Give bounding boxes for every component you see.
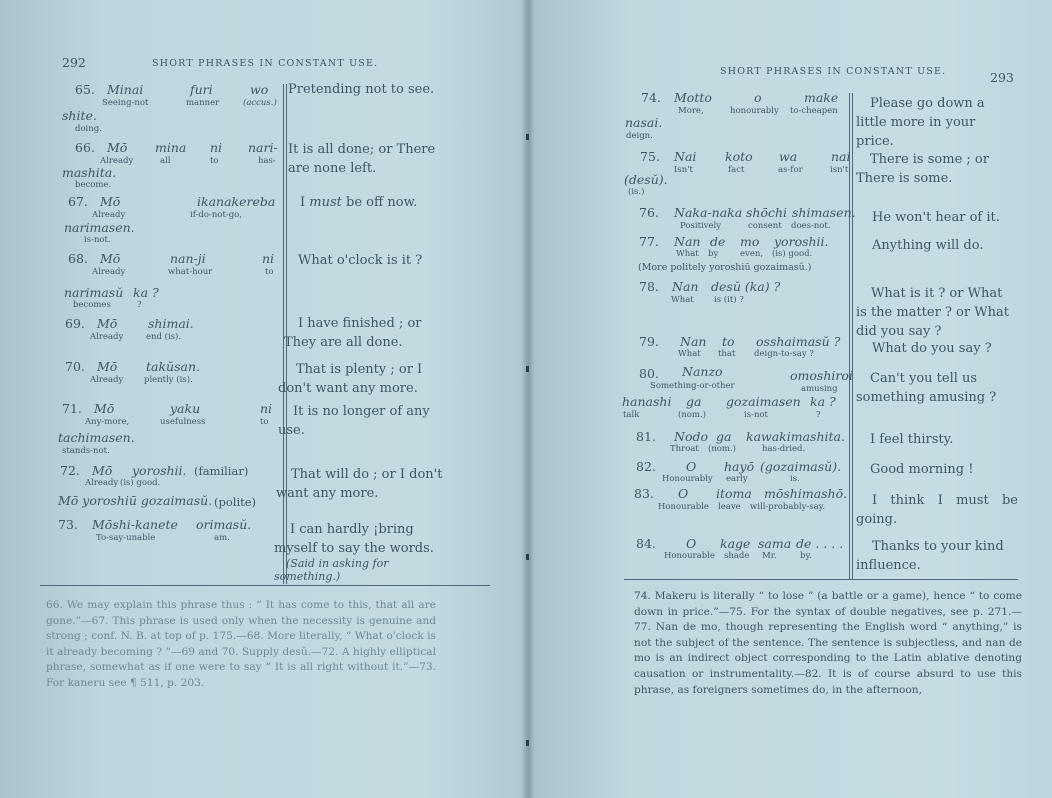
japanese-word: ka ? [133, 285, 159, 300]
gloss: What [676, 249, 699, 259]
gloss: Honourable [664, 551, 715, 561]
gloss: Already [92, 210, 126, 220]
gloss: has-dried. [762, 444, 806, 454]
gloss: by. [800, 551, 812, 561]
entry-number: 81. [636, 429, 656, 444]
japanese-word: omoshiroi [790, 368, 853, 383]
gloss: Honourable [658, 502, 709, 512]
japanese-word: Mō [92, 463, 113, 478]
gloss: that [718, 349, 736, 359]
japanese-word: orimasŭ. [196, 517, 252, 532]
japanese-word: ga [716, 429, 732, 444]
english-translation: Thanks to your kind influence. [856, 539, 1004, 573]
gloss: doing. [75, 124, 102, 134]
gloss: Seeing-not [102, 98, 149, 108]
running-head: SHORT PHRASES IN CONSTANT USE. [720, 66, 947, 77]
column-rule [852, 93, 853, 580]
gloss: end (is). [146, 332, 182, 342]
english-translation: What do you say ? [872, 341, 992, 356]
japanese-word: Mō [97, 359, 118, 374]
japanese-word: yaku [170, 401, 201, 416]
gloss: is-not [744, 410, 768, 420]
gloss: Throat [670, 444, 699, 454]
gloss: fact [728, 165, 745, 175]
gloss: (nom.) [678, 410, 706, 420]
japanese-word: ni [210, 140, 223, 155]
japanese-word: Nodo [674, 429, 708, 444]
gloss: become. [75, 180, 112, 190]
english-translation: That is plenty ; or I don't want any more. [278, 362, 423, 396]
gloss: all [160, 156, 171, 166]
japanese-word: hayō [724, 459, 755, 474]
japanese-word: wo [250, 82, 269, 97]
japanese-word: Motto [674, 90, 712, 105]
gloss: does-not. [791, 221, 831, 231]
gloss: To-say-unable [96, 533, 156, 543]
japanese-word: Mō [94, 401, 115, 416]
entry-number: 72. [60, 463, 80, 478]
entry-number: 74. [641, 90, 661, 105]
footnote: 74. Makeru is literally “ to lose ” (a battle or a game), hence “ to come down in price.”—75. For the syntax of double negatives, see p. 271.—77. Nan de mo, though representing the English word “ anything,” is not the subject of the sentence. The sentence is subjectless, and nan de mo is an indirect object corresponding to the Latin ablative denoting causation or instrumentality.—82. It is of course absurd to use this phrase, as foreigners sometimes do, in the afternoon, [634, 590, 1022, 696]
gloss: Something-or-other [650, 381, 735, 391]
gloss: am. [214, 533, 230, 543]
footnote: 66. We may explain this phrase thus : “ It has come to this, that all are gone.”—67. This phrase is used only when the necessity is genuine and strong ; conf. N. B. at top of p. 175.—68. More literally, “ What o'clock is it already becoming ? ”—69 and 70. Supply desŭ.—72. A highly elliptical phrase, somewhat as if one were to say “ It is all right without it.”—73. For kaneru see ¶ 511, p. 203. [46, 599, 436, 689]
japanese-word: Minai [107, 82, 144, 97]
gloss: manner [186, 98, 220, 108]
japanese-word: hanashi [622, 394, 672, 409]
book-gutter [521, 0, 535, 798]
japanese-word: ka ? [810, 394, 836, 409]
gloss: More, [678, 106, 704, 116]
gloss: usefulness [160, 417, 206, 427]
right-page [528, 0, 1052, 798]
japanese-word: Mō [100, 251, 121, 266]
entry-number: 84. [636, 536, 656, 551]
japanese-word: takŭsan. [146, 359, 200, 374]
gloss: (is) good. [120, 478, 161, 488]
entry-number: 79. [639, 334, 659, 349]
english-translation: What is it ? or What is the matter ? or What did you say ? [856, 286, 1009, 339]
entry-number: 80. [639, 366, 659, 381]
japanese-word: O [686, 536, 697, 551]
gloss: if-do-not-go, [190, 210, 243, 220]
japanese-word: mōshimashō. [764, 486, 848, 501]
running-head: SHORT PHRASES IN CONSTANT USE. [152, 58, 379, 69]
gloss: (is.) [628, 187, 645, 197]
gloss: ? [816, 410, 821, 420]
entry-number: 83. [634, 486, 654, 501]
english-translation: I feel thirsty. [870, 432, 954, 447]
gloss: early [726, 474, 748, 484]
gloss: honourably [730, 106, 779, 116]
gloss: to [265, 267, 274, 277]
japanese-word: ga [686, 394, 702, 409]
japanese-word: nari- [248, 140, 278, 155]
english-translation: Good morning ! [870, 462, 974, 477]
japanese-word: ni [260, 401, 273, 416]
japanese-word: Nan [680, 334, 707, 349]
english-translation: I can hardly ¡bring myself to say the words. [274, 522, 434, 556]
gloss: deign-to-say ? [754, 349, 814, 359]
column-rule [849, 93, 850, 580]
register-label: (polite) [214, 495, 257, 509]
japanese-word: Nan [674, 234, 701, 249]
page-number: 293 [990, 70, 1014, 85]
gloss: Already [90, 375, 124, 385]
gloss: (nom.) [708, 444, 736, 454]
entry-number: 69. [65, 316, 85, 331]
english-translation: There is some ; or There is some. [856, 152, 989, 186]
gloss: has- [258, 156, 276, 166]
japanese-word: shimasen. [792, 205, 856, 220]
gloss: ? [137, 300, 142, 310]
japanese-word: mo [740, 234, 760, 249]
english-translation: It is all done; or There are none left. [288, 142, 436, 176]
gloss: amusing [801, 384, 838, 394]
japanese-word: Mō [97, 316, 118, 331]
japanese-word: to [722, 334, 735, 349]
japanese-phrase: Mō yoroshiū gozaimasŭ. [58, 493, 213, 508]
japanese-word: shite. [62, 108, 97, 123]
footnote-rule [624, 579, 1018, 580]
japanese-word: shimai. [148, 316, 194, 331]
japanese-word: mina [155, 140, 187, 155]
gloss: Already [90, 332, 124, 342]
gloss: as-for [778, 165, 803, 175]
japanese-word: Mō [107, 140, 128, 155]
gloss: talk [623, 410, 640, 420]
japanese-word: shōchi [746, 205, 788, 220]
gloss: (is) good. [772, 249, 813, 259]
gloss: Already [100, 156, 134, 166]
japanese-word: itoma [716, 486, 752, 501]
english-translation: I think I must be going. [856, 493, 1018, 527]
japanese-word: Nai [674, 149, 697, 164]
japanese-word: nai [831, 149, 851, 164]
gloss: leave [718, 502, 741, 512]
page-number: 292 [62, 55, 86, 70]
japanese-word: kage [720, 536, 751, 551]
gloss: What [671, 295, 694, 305]
binding-stitch [526, 554, 529, 560]
gloss: is-not. [84, 235, 111, 245]
gloss: what-hour [168, 267, 213, 277]
entry-number: 77. [639, 234, 659, 249]
japanese-word: yoroshii. [132, 463, 187, 478]
japanese-word: narimasŭ [64, 285, 124, 300]
japanese-word: de . . . . [796, 536, 844, 551]
japanese-word: ikanakereba [197, 194, 276, 209]
japanese-word: ni [262, 251, 275, 266]
japanese-word: de [710, 234, 726, 249]
entry-number: 66. [75, 140, 95, 155]
japanese-word: wa [779, 149, 798, 164]
gloss: will-probably-say. [750, 502, 826, 512]
gloss: to-cheapen [790, 106, 838, 116]
japanese-word: kawakimashita. [746, 429, 845, 444]
gloss: plently (is). [144, 375, 193, 385]
gloss: Already [92, 267, 126, 277]
gloss: shade [724, 551, 750, 561]
japanese-word: (desŭ). [624, 172, 668, 187]
entry-number: 70. [65, 359, 85, 374]
japanese-word: narimasen. [64, 220, 135, 235]
entry-number: 82. [636, 459, 656, 474]
japanese-word: Nanzo [682, 364, 723, 379]
gloss: is (it) ? [714, 295, 744, 305]
entry-number: 78. [639, 279, 659, 294]
japanese-word: Naka-naka [674, 205, 743, 220]
gloss: even, [740, 249, 764, 259]
japanese-word: Mōshi-kanete [92, 517, 178, 532]
gloss: Isn't [674, 165, 693, 175]
entry-number: 73. [58, 517, 78, 532]
english-translation: It is no longer of any use. [278, 404, 430, 438]
gloss: What [678, 349, 701, 359]
japanese-word: nasai. [625, 115, 663, 130]
gloss: (accus.) [243, 98, 277, 108]
register-label: (familiar) [194, 464, 249, 478]
entry-number: 65. [75, 82, 95, 97]
gloss: to [260, 417, 269, 427]
japanese-word: Nan [672, 279, 699, 294]
gloss: by [708, 249, 719, 259]
usage-note: (Said in asking for something.) [274, 557, 389, 583]
japanese-word: mashita. [62, 165, 117, 180]
gloss: consent [748, 221, 782, 231]
english-translation: Can't you tell us something amusing ? [856, 371, 997, 405]
gloss: Positively [680, 221, 722, 231]
gloss: to [210, 156, 219, 166]
english-translation: I must be off now. [300, 195, 418, 210]
english-translation: Anything will do. [872, 238, 984, 253]
binding-stitch [526, 366, 529, 372]
entry-number: 71. [62, 401, 82, 416]
gloss: Honourably [662, 474, 713, 484]
japanese-word: O [678, 486, 689, 501]
japanese-word: gozaimasen [726, 394, 801, 409]
gloss: stands-not. [62, 446, 110, 456]
japanese-word: Mō [100, 194, 121, 209]
japanese-word: yoroshii. [774, 234, 829, 249]
japanese-word: desŭ (ka) ? [711, 279, 781, 294]
japanese-word: koto [725, 149, 753, 164]
english-translation: I have finished ; or They are all done. [284, 316, 422, 350]
entry-number: 68. [68, 251, 88, 266]
polite-variant: (More politely yoroshiū gozaimasŭ.) [638, 262, 812, 273]
binding-stitch [526, 134, 529, 140]
gloss: isn't [830, 165, 849, 175]
english-translation: He won't hear of it. [872, 210, 1000, 225]
english-translation: That will do ; or I don't want any more. [276, 467, 443, 501]
english-translation: Please go down a little more in your price. [856, 96, 985, 149]
gloss: is. [790, 474, 800, 484]
gloss: Any-more, [85, 417, 130, 427]
japanese-word: sama [758, 536, 792, 551]
japanese-word: O [686, 459, 697, 474]
japanese-word: furi [190, 82, 213, 97]
entry-number: 67. [68, 194, 88, 209]
gloss: becomes [73, 300, 111, 310]
japanese-word: osshaimasŭ ? [756, 334, 841, 349]
english-translation: Pretending not to see. [288, 82, 435, 97]
english-translation: What o'clock is it ? [298, 253, 423, 268]
gloss: Mr. [762, 551, 777, 561]
entry-number: 76. [639, 205, 659, 220]
entry-number: 75. [640, 149, 660, 164]
japanese-word: make [804, 90, 839, 105]
japanese-word: nan-ji [170, 251, 206, 266]
gloss: Already [85, 478, 119, 488]
binding-stitch [526, 740, 529, 746]
japanese-word: o [754, 90, 762, 105]
japanese-word: tachimasen. [58, 430, 135, 445]
gloss: deign. [626, 131, 653, 141]
japanese-word: (gozaimasŭ). [760, 459, 842, 474]
footnote-rule [40, 585, 490, 586]
